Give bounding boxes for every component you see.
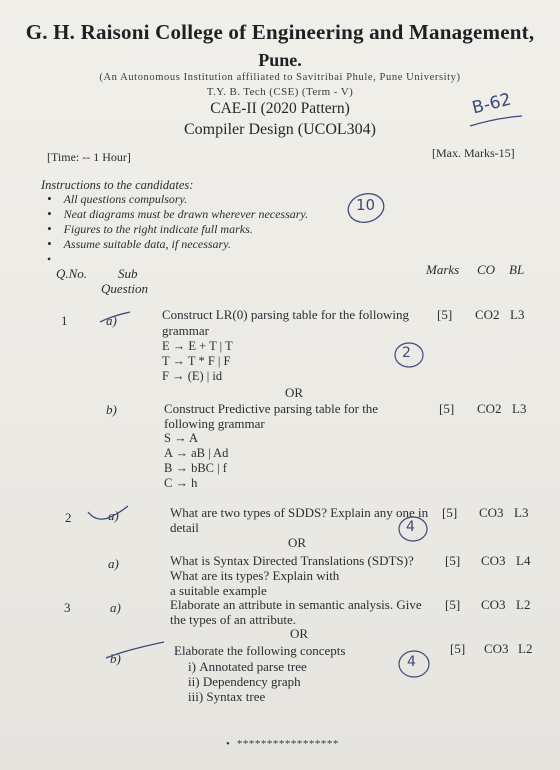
q3-score-handwritten: 4 (407, 654, 416, 670)
instructions-title: Instructions to the candidates: (41, 178, 194, 192)
q2a-text-line1: What are two types of SDDS? Explain any one in (170, 505, 429, 520)
q2b-text-line3: a suitable example (170, 583, 267, 598)
q3b-concept: iii) Syntax tree (188, 689, 266, 704)
q3b-concept: ii) Dependency graph (188, 674, 301, 689)
q1a-bl: L3 (510, 307, 525, 322)
subject-name: Compiler Design (UCOL304) (184, 121, 376, 138)
q2-number: 2 (65, 510, 72, 525)
roll-number-handwritten: B-62 (470, 89, 514, 119)
instruction-item: • Neat diagrams must be drawn wherever necessary. (47, 206, 309, 221)
q2b-text-line1: What is Syntax Directed Translations (SDTS)? (170, 553, 414, 568)
q3-number: 3 (64, 600, 71, 615)
q1b-bl: L3 (512, 401, 527, 416)
q3a-text-line1: Elaborate an attribute in semantic analysis. Give (170, 597, 422, 612)
q1b-grammar-rule: C → h (164, 476, 198, 490)
q1a-co: CO2 (475, 307, 500, 322)
q3b-concept: i) Annotated parse tree (188, 659, 307, 674)
q1-score-handwritten: 2 (402, 345, 411, 361)
q2a-bl: L3 (514, 505, 529, 520)
instruction-item: • Assume suitable data, if necessary. (47, 236, 231, 251)
q3a-sub: a) (110, 600, 121, 615)
col-marks: Marks (426, 262, 460, 277)
q2-or: OR (288, 535, 307, 550)
q1-or: OR (285, 385, 304, 400)
instruction-item: • All questions compulsory. (47, 191, 188, 206)
q1a-grammar-rule: T → T * F | F (162, 354, 231, 368)
q2b-marks: [5] (445, 553, 461, 568)
col-bl: BL (509, 262, 525, 277)
affiliation: (An Autonomous Institution affiliated to Savitribai Phule, Pune University) (99, 72, 461, 83)
q3a-co: CO3 (481, 597, 506, 612)
q2a-sub: a) (108, 508, 119, 523)
q1a-marks: [5] (437, 307, 453, 322)
q1a-text-line1: Construct LR(0) parsing table for the following (162, 307, 409, 322)
q3a-text-line2: the types of an attribute. (170, 612, 296, 627)
q1b-grammar-rule: S → A (164, 431, 199, 445)
q3b-text-line1: Elaborate the following concepts (174, 643, 346, 658)
q2a-co: CO3 (479, 505, 504, 520)
q1b-co: CO2 (477, 401, 502, 416)
college-city: Pune. (258, 50, 302, 70)
q3b-marks: [5] (450, 641, 466, 656)
q1-number: 1 (61, 313, 68, 328)
college-name: G. H. Raisoni College of Engineering and Management, (25, 20, 535, 44)
q3b-sub: b) (110, 651, 121, 666)
q1b-sub: b) (106, 402, 117, 417)
total-score-handwritten: 10 (356, 196, 376, 214)
q1b-grammar-rule: B → bBC | f (164, 461, 227, 475)
exam-name: CAE-II (2020 Pattern) (210, 100, 350, 117)
q1a-grammar-rule: E → E + T | T (162, 339, 233, 353)
empty-bullet: • (47, 252, 52, 266)
q1a-grammar-rule: F → (E) | id (162, 369, 223, 383)
program: T.Y. B. Tech (CSE) (Term - V) (206, 86, 354, 98)
q3-or: OR (290, 626, 309, 641)
q3b-bl: L2 (518, 641, 533, 656)
q1b-marks: [5] (439, 401, 455, 416)
q1b-grammar-rule: A → aB | Ad (164, 446, 229, 460)
q2b-bl: L4 (516, 553, 531, 568)
q1a-sub: a) (106, 313, 117, 328)
col-qno: Q.No. (56, 266, 88, 281)
col-sub: Sub (118, 266, 138, 281)
col-question: Question (101, 281, 148, 296)
q2b-sub: a) (108, 556, 119, 571)
q2b-text-line2: What are its types? Explain with (170, 568, 340, 583)
q2a-marks: [5] (442, 505, 458, 520)
q2a-text-line2: detail (170, 520, 199, 535)
q1b-text-line1: Construct Predictive parsing table for the (164, 401, 379, 416)
col-co: CO (477, 262, 496, 277)
q1b-text-line2: following grammar (164, 416, 265, 431)
instruction-item: • Figures to the right indicate full marks. (47, 221, 253, 236)
q3a-marks: [5] (445, 597, 461, 612)
q3a-bl: L2 (516, 597, 531, 612)
max-marks: [Max. Marks-15] (432, 146, 515, 160)
q2-score-handwritten: 4 (406, 519, 415, 535)
time-allowed: [Time: -- 1 Hour] (47, 150, 131, 164)
end-marker: • ***************** (226, 738, 339, 750)
q1a-text-line2: grammar (162, 323, 209, 338)
q3b-co: CO3 (484, 641, 509, 656)
q2b-co: CO3 (481, 553, 506, 568)
